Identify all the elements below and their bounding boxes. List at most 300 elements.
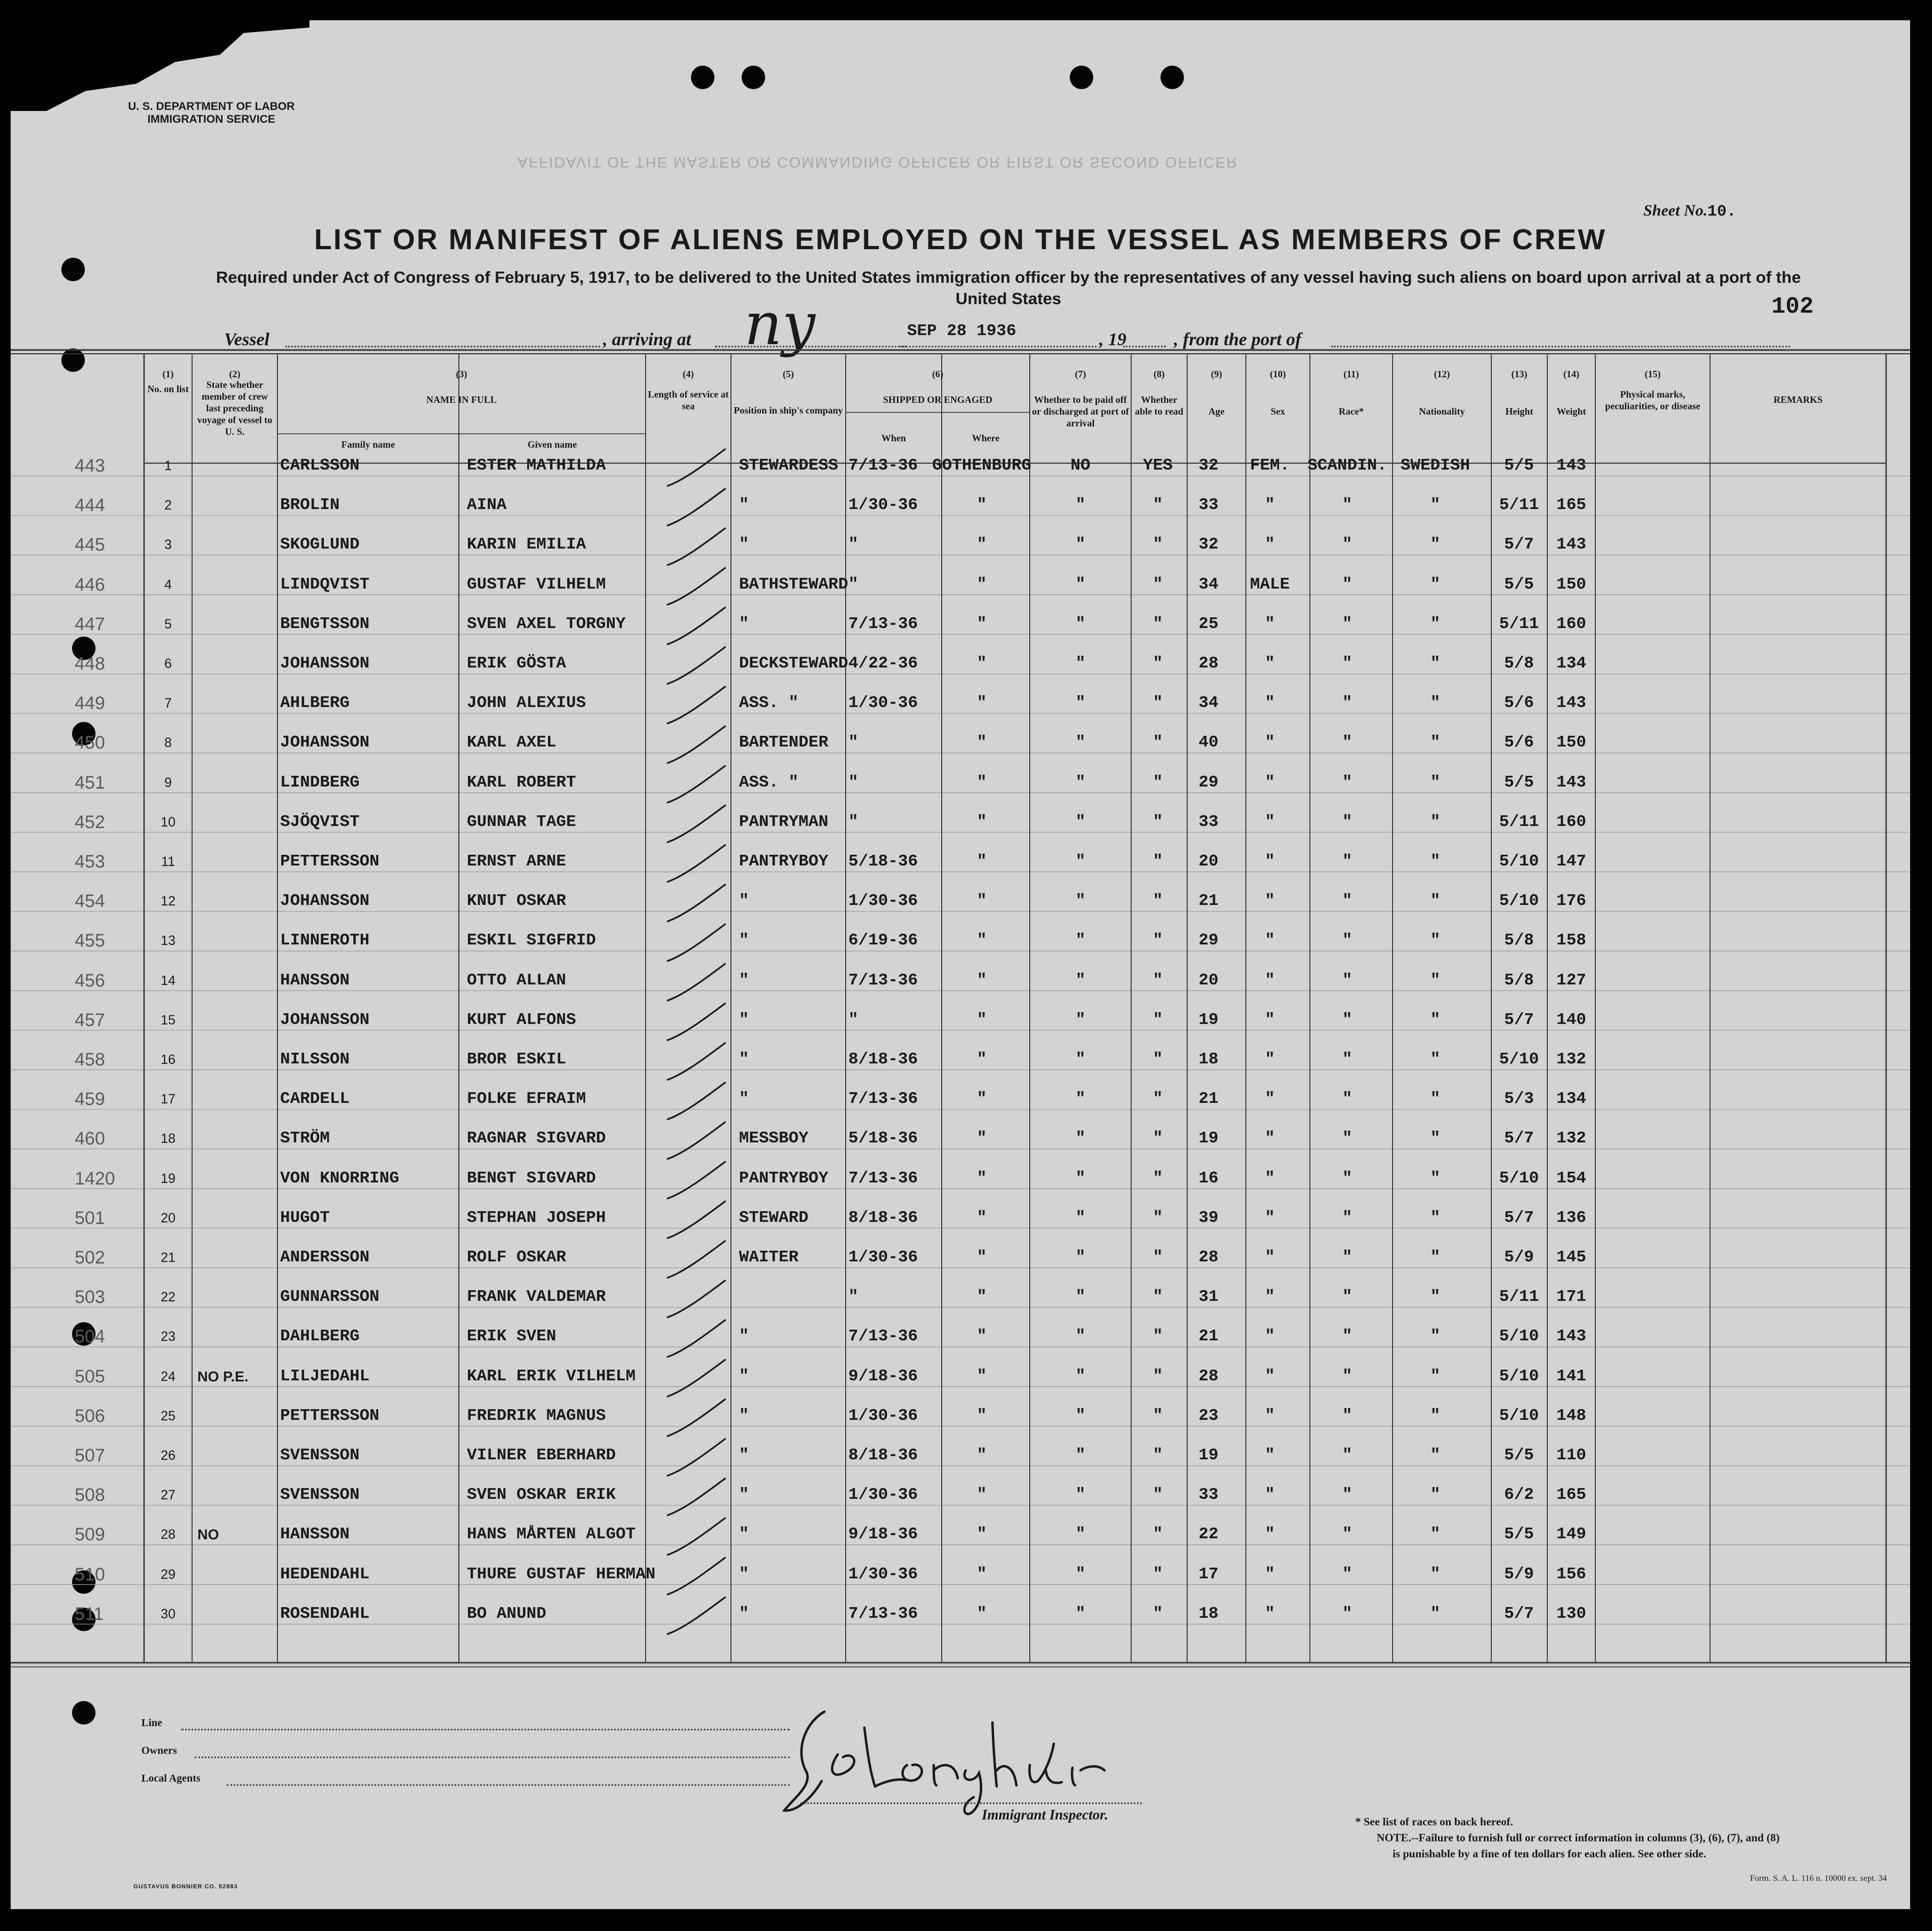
cell-paid: " (1075, 971, 1086, 990)
cell-race: " (1342, 1288, 1353, 1307)
owners-label: Owners (141, 1745, 177, 1757)
cell-line: 459 (75, 1089, 105, 1110)
cell-nat: " (1430, 614, 1441, 633)
cell-when: 8/18-36 (848, 1446, 918, 1465)
cell-no: 18 (161, 1131, 176, 1147)
cell-paid: " (1075, 496, 1086, 515)
cell-given: ERIK GÖSTA (467, 654, 567, 673)
cell-height: 5/10 (1499, 1050, 1539, 1069)
cell-race: " (1342, 1485, 1353, 1505)
cell-age: 20 (1198, 971, 1219, 990)
cell-race: " (1342, 1525, 1353, 1544)
cell-position: " (739, 1525, 749, 1544)
cell-when: 7/13-36 (848, 456, 918, 475)
column-header-c6-where: Where (972, 433, 1000, 443)
cell-paid: " (1075, 1366, 1086, 1386)
cell-paid: " (1075, 1604, 1086, 1623)
service-check-mark (667, 1003, 726, 1040)
cell-where: " (976, 1564, 987, 1584)
cell-where: " (976, 1129, 987, 1148)
cell-weight: 140 (1556, 1010, 1586, 1029)
cell-height: 5/10 (1499, 1327, 1539, 1346)
cell-nat: " (1430, 1604, 1441, 1623)
cell-family: ROSENDAHL (280, 1604, 370, 1623)
cell-paid: " (1075, 654, 1086, 673)
service-check-mark (667, 1082, 726, 1119)
cell-family: STRÖM (280, 1129, 330, 1148)
cell-line: 460 (75, 1129, 105, 1149)
cell-race: " (1342, 852, 1353, 871)
cell-weight: 143 (1556, 535, 1586, 554)
column-header-remarks: REMARKS (1773, 394, 1823, 405)
cell-read: " (1152, 654, 1163, 673)
cell-given: ERNST ARNE (467, 852, 567, 871)
cell-given: FRANK VALDEMAR (467, 1288, 606, 1307)
cell-race: " (1342, 1604, 1353, 1623)
cell-line: 510 (75, 1564, 105, 1585)
cell-position: " (739, 1406, 749, 1425)
cell-height: 5/7 (1504, 535, 1534, 554)
column-header-c6: SHIPPED OR ENGAGED (882, 394, 993, 405)
arriving-label: , arriving at (603, 330, 691, 349)
cell-no: 22 (161, 1290, 176, 1305)
cell-height: 5/7 (1504, 1129, 1534, 1148)
cell-when: 7/13-36 (848, 1090, 918, 1109)
cell-line: 445 (75, 535, 105, 555)
cell-family: JOHANSSON (280, 1010, 370, 1029)
service-check-mark (667, 964, 726, 1001)
cell-read: " (1152, 852, 1163, 871)
cell-height: 5/11 (1499, 812, 1539, 831)
cell-weight: 136 (1556, 1208, 1586, 1227)
cell-age: 18 (1198, 1050, 1219, 1069)
cell-given: KNUT OSKAR (467, 892, 567, 911)
cell-weight: 165 (1556, 1485, 1586, 1505)
cell-sex: " (1265, 892, 1275, 911)
service-check-mark (667, 884, 726, 921)
cell-sex: " (1265, 1248, 1275, 1267)
cell-line: 449 (75, 693, 105, 714)
cell-family: BROLIN (280, 496, 340, 515)
cell-nat: " (1430, 1129, 1441, 1148)
column-header-c9: Age (1209, 406, 1225, 417)
cell-when: " (848, 733, 858, 752)
cell-paid: " (1075, 1406, 1086, 1425)
cell-given: GUSTAF VILHELM (467, 575, 606, 594)
cell-where: " (976, 733, 987, 752)
cell-weight: 127 (1556, 971, 1586, 990)
cell-sex: " (1265, 733, 1275, 752)
cell-paid: NO (1070, 456, 1091, 475)
cell-race: " (1342, 1327, 1353, 1346)
column-header-c3-family: Family name (341, 439, 395, 450)
cell-height: 5/8 (1504, 931, 1534, 950)
cell-weight: 176 (1556, 892, 1586, 911)
line-field (181, 1729, 790, 1730)
cell-family: LINDBERG (280, 773, 360, 792)
cell-paid: " (1075, 1248, 1086, 1267)
service-check-mark (667, 1597, 726, 1634)
note-line-1: NOTE.--Failure to furnish full or correct information in columns (3), (6), (7), and (8) (1377, 1831, 1780, 1844)
column-header-c15: Physical marks, peculiarities, or disease (1605, 389, 1700, 411)
cell-race: " (1342, 1564, 1353, 1584)
cell-paid: " (1075, 1050, 1086, 1069)
cell-family: SVENSSON (280, 1446, 360, 1465)
cell-when: 7/13-36 (848, 1327, 918, 1346)
column-number-c13: (13) (1511, 369, 1528, 379)
cell-position: " (739, 614, 749, 633)
column-number-c2: (2) (229, 369, 241, 379)
cell-line: 448 (75, 654, 105, 674)
crew-table-grid (11, 20, 1910, 1909)
cell-when: " (848, 1010, 858, 1029)
cell-race: " (1342, 1406, 1353, 1425)
note-line-2: is punishable by a fine of ten dollars for each alien. See other side. (1393, 1847, 1706, 1860)
cell-family: HEDENDAHL (280, 1564, 370, 1584)
cell-where: " (976, 1406, 987, 1425)
cell-given: HANS MÅRTEN ALGOT (467, 1525, 636, 1544)
cell-where: " (976, 773, 987, 792)
cell-line: 506 (75, 1405, 105, 1426)
cell-position: " (739, 1327, 749, 1346)
column-header-c11: Race* (1339, 406, 1364, 417)
cell-race: " (1342, 1129, 1353, 1148)
cell-height: 5/9 (1504, 1564, 1534, 1584)
cell-no: 11 (161, 854, 175, 869)
cell-family: HUGOT (280, 1208, 330, 1227)
cell-where: " (976, 614, 987, 633)
cell-when: 1/30-36 (848, 1248, 918, 1267)
cell-nat: " (1430, 496, 1441, 515)
cell-height: 5/9 (1504, 1248, 1534, 1267)
cell-race: " (1342, 614, 1353, 633)
cell-sex: " (1265, 1604, 1275, 1623)
cell-no: 7 (164, 696, 172, 711)
cell-position: " (739, 1564, 749, 1584)
cell-when: 9/18-36 (848, 1366, 918, 1386)
cell-when: 8/18-36 (848, 1050, 918, 1069)
cell-sex: FEM. (1250, 456, 1290, 475)
cell-weight: 143 (1556, 1327, 1586, 1346)
column-header-c5: Position in ship's company (734, 405, 843, 416)
cell-no: 20 (161, 1210, 176, 1226)
cell-age: 29 (1198, 773, 1219, 792)
cell-nat: " (1430, 1327, 1441, 1346)
cell-where: " (976, 931, 987, 950)
cell-when: " (848, 575, 858, 594)
cell-given: SVEN OSKAR ERIK (467, 1485, 616, 1505)
cell-read: " (1152, 1366, 1163, 1386)
cell-given: RAGNAR SIGVARD (467, 1129, 606, 1148)
cell-nat: " (1430, 1485, 1441, 1505)
cell-age: 34 (1198, 694, 1219, 713)
cell-weight: 132 (1556, 1050, 1586, 1069)
cell-paid: " (1075, 1446, 1086, 1465)
cell-weight: 150 (1556, 733, 1586, 752)
cell-given: GUNNAR TAGE (467, 812, 576, 831)
column-number-c1: (1) (162, 369, 174, 379)
column-header-c13: Height (1505, 406, 1533, 417)
cell-weight: 132 (1556, 1129, 1586, 1148)
cell-height: 5/10 (1499, 1366, 1539, 1386)
printer-mark: GUSTAVUS BONNIER CO. 52883 (133, 1884, 238, 1890)
cell-given: FREDRIK MAGNUS (467, 1406, 606, 1425)
cell-given: ESTER MATHILDA (467, 456, 606, 475)
column-number-c3: (3) (456, 369, 467, 379)
cell-weight: 156 (1556, 1564, 1586, 1584)
cell-given: KARL ROBERT (467, 773, 576, 792)
cell-no: 27 (161, 1488, 176, 1503)
cell-age: 16 (1198, 1169, 1219, 1188)
cell-when: 1/30-36 (848, 892, 918, 911)
cell-line: 503 (75, 1287, 105, 1308)
cell-family: NILSSON (280, 1050, 350, 1069)
cell-height: 5/3 (1504, 1090, 1534, 1109)
cell-age: 28 (1198, 1366, 1219, 1386)
cell-race: " (1342, 535, 1353, 554)
cell-nat: " (1430, 931, 1441, 950)
cell-race: SCANDIN. (1307, 456, 1387, 475)
cell-height: 5/8 (1504, 654, 1534, 673)
cell-no: 10 (161, 814, 176, 830)
arriving-port-handwritten: ny (744, 290, 815, 358)
cell-age: 18 (1198, 1604, 1219, 1623)
cell-prev: NO (197, 1527, 219, 1543)
cell-no: 26 (161, 1448, 176, 1463)
form-number: Form. S. A. L. 116 n. 10000 ex. sept. 34 (1750, 1874, 1887, 1883)
cell-given: KARL AXEL (467, 733, 556, 752)
cell-height: 5/10 (1499, 1169, 1539, 1188)
bleed-through-text: AFFIDAVIT OF THE MASTER OR COMMANDING OFFICER OR FIRST OR SECOND OFFICER (518, 154, 1238, 171)
cell-when: 1/30-36 (848, 1485, 918, 1505)
cell-given: THURE GUSTAF HERMAN (467, 1564, 656, 1584)
cell-nat: " (1430, 1208, 1441, 1227)
service-check-mark (667, 1122, 726, 1159)
service-check-mark (667, 647, 726, 684)
cell-family: SVENSSON (280, 1485, 360, 1505)
cell-paid: " (1075, 1129, 1086, 1148)
service-check-mark (667, 1280, 726, 1317)
cell-paid: " (1075, 1090, 1086, 1109)
cell-race: " (1342, 733, 1353, 752)
cell-family: CARDELL (280, 1090, 350, 1109)
cell-where: " (976, 496, 987, 515)
cell-no: 21 (161, 1250, 176, 1265)
cell-position: BATHSTEWARD (739, 575, 848, 594)
cell-no: 24 (161, 1369, 176, 1384)
cell-paid: " (1075, 1010, 1086, 1029)
cell-paid: " (1075, 852, 1086, 871)
cell-line: 443 (75, 456, 105, 476)
cell-where: " (976, 1604, 987, 1623)
service-check-mark (667, 726, 726, 763)
column-header-c7: Whether to be paid off or discharged at port of arrival (1032, 394, 1129, 428)
cell-sex: " (1265, 694, 1275, 713)
column-header-c10: Sex (1270, 406, 1285, 417)
cell-height: 5/5 (1504, 456, 1534, 475)
cell-weight: 143 (1556, 773, 1586, 792)
cell-when: 7/13-36 (848, 614, 918, 633)
cell-race: " (1342, 575, 1353, 594)
cell-read: " (1152, 1604, 1163, 1623)
cell-position: " (739, 971, 749, 990)
cell-age: 17 (1198, 1564, 1219, 1584)
cell-sex: " (1265, 1564, 1275, 1584)
column-number-c10: (10) (1270, 369, 1286, 379)
cell-position: " (739, 535, 749, 554)
cell-no: 23 (161, 1329, 176, 1345)
cell-position: " (739, 1010, 749, 1029)
cell-line: 502 (75, 1247, 105, 1268)
cell-height: 5/6 (1504, 733, 1534, 752)
cell-race: " (1342, 931, 1353, 950)
owners-field (195, 1757, 790, 1758)
service-check-mark (667, 1320, 726, 1357)
cell-family: GUNNARSSON (280, 1288, 380, 1307)
cell-weight: 134 (1556, 1090, 1586, 1109)
cell-age: 21 (1198, 892, 1219, 911)
cell-position: " (739, 1604, 749, 1623)
cell-read: " (1152, 694, 1163, 713)
cell-height: 5/5 (1504, 1446, 1534, 1465)
cell-where: " (976, 1446, 987, 1465)
cell-family: PETTERSSON (280, 852, 380, 871)
year-label: , 19 (1099, 330, 1126, 349)
cell-weight: 141 (1556, 1366, 1586, 1386)
cell-where: " (976, 1327, 987, 1346)
cell-line: 509 (75, 1524, 105, 1545)
department-header: U. S. DEPARTMENT OF LABOR IMMIGRATION SERVICE (128, 100, 295, 125)
cell-nat: " (1430, 1010, 1441, 1029)
cell-race: " (1342, 496, 1353, 515)
service-check-mark (667, 924, 726, 961)
cell-age: 40 (1198, 733, 1219, 752)
cell-where: " (976, 1525, 987, 1544)
cell-paid: " (1075, 773, 1086, 792)
service-check-mark (667, 1162, 726, 1199)
cell-nat: " (1430, 694, 1441, 713)
cell-line: 446 (75, 574, 105, 595)
cell-no: 13 (161, 933, 176, 949)
cell-sex: " (1265, 1446, 1275, 1465)
cell-paid: " (1075, 1564, 1086, 1584)
cell-where: " (976, 1248, 987, 1267)
cell-paid: " (1075, 575, 1086, 594)
cell-when: " (848, 773, 858, 792)
cell-paid: " (1075, 1327, 1086, 1346)
cell-where: " (976, 1169, 987, 1188)
cell-line: 444 (75, 495, 105, 516)
cell-race: " (1342, 1208, 1353, 1227)
cell-when: 7/13-36 (848, 1169, 918, 1188)
cell-given: KARIN EMILIA (467, 535, 586, 554)
from-port-label: , from the port of (1174, 330, 1301, 349)
cell-weight: 147 (1556, 852, 1586, 871)
cell-when: " (848, 535, 858, 554)
cell-when: " (848, 1288, 858, 1307)
arrival-date: SEP 28 1936 (907, 322, 1016, 340)
cell-age: 28 (1198, 654, 1219, 673)
cell-race: " (1342, 1010, 1353, 1029)
cell-paid: " (1075, 1525, 1086, 1544)
cell-sex: " (1265, 931, 1275, 950)
cell-line: 455 (75, 931, 105, 951)
service-check-mark (667, 1043, 726, 1080)
cell-race: " (1342, 971, 1353, 990)
cell-sex: " (1265, 1406, 1275, 1425)
cell-no: 6 (164, 656, 172, 671)
cell-position: " (739, 931, 749, 950)
service-check-mark (667, 1360, 726, 1397)
cell-race: " (1342, 892, 1353, 911)
cell-position: ASS. " (739, 773, 799, 792)
cell-no: 1 (164, 458, 172, 473)
cell-given: ROLF OSKAR (467, 1248, 567, 1267)
cell-height: 6/2 (1504, 1485, 1534, 1505)
cell-height: 5/8 (1504, 971, 1534, 990)
cell-height: 5/10 (1499, 852, 1539, 871)
cell-family: SKOGLUND (280, 535, 360, 554)
cell-nat: " (1430, 1248, 1441, 1267)
cell-when: 1/30-36 (848, 1406, 918, 1425)
cell-paid: " (1075, 1288, 1086, 1307)
cell-paid: " (1075, 892, 1086, 911)
cell-family: HANSSON (280, 1525, 350, 1544)
cell-read: " (1152, 773, 1163, 792)
cell-no: 30 (161, 1606, 176, 1622)
cell-nat: " (1430, 1366, 1441, 1386)
cell-weight: 160 (1556, 812, 1586, 831)
column-number-c5: (5) (783, 369, 794, 379)
column-header-c2: State whether member of crew last preceding voyage of vessel to U. S. (197, 379, 273, 437)
cell-when: " (848, 812, 858, 831)
cell-line: 450 (75, 733, 105, 753)
cell-weight: 134 (1556, 654, 1586, 673)
cell-family: LINDQVIST (280, 575, 370, 594)
cell-given: STEPHAN JOSEPH (467, 1208, 606, 1227)
cell-given: AINA (467, 496, 507, 515)
cell-weight: 148 (1556, 1406, 1586, 1425)
column-number-c7: (7) (1075, 369, 1086, 379)
column-number-c12: (12) (1434, 369, 1450, 379)
cell-height: 5/10 (1499, 1406, 1539, 1425)
cell-age: 20 (1198, 852, 1219, 871)
cell-line: 456 (75, 970, 105, 991)
cell-given: FOLKE EFRAIM (467, 1090, 586, 1109)
cell-position: BARTENDER (739, 733, 829, 752)
inspector-title: Immigrant Inspector. (982, 1807, 1109, 1823)
cell-read: " (1152, 535, 1163, 554)
cell-when: 4/22-36 (848, 654, 918, 673)
cell-nat: " (1430, 1288, 1441, 1307)
column-header-c1: No. on list (147, 384, 189, 394)
cell-age: 28 (1198, 1248, 1219, 1267)
cell-nat: " (1430, 1525, 1441, 1544)
cell-age: 25 (1198, 614, 1219, 633)
cell-given: BENGT SIGVARD (467, 1169, 596, 1188)
cell-read: " (1152, 1564, 1163, 1584)
cell-line: 454 (75, 891, 105, 912)
cell-where: " (976, 1010, 987, 1029)
cell-position: DECKSTEWARD (739, 654, 848, 673)
cell-where: " (976, 1485, 987, 1505)
cell-paid: " (1075, 931, 1086, 950)
service-check-mark (667, 1478, 726, 1515)
cell-sex: " (1265, 1050, 1275, 1069)
cell-age: 34 (1198, 575, 1219, 594)
cell-sex: " (1265, 1327, 1275, 1346)
cell-age: 39 (1198, 1208, 1219, 1227)
